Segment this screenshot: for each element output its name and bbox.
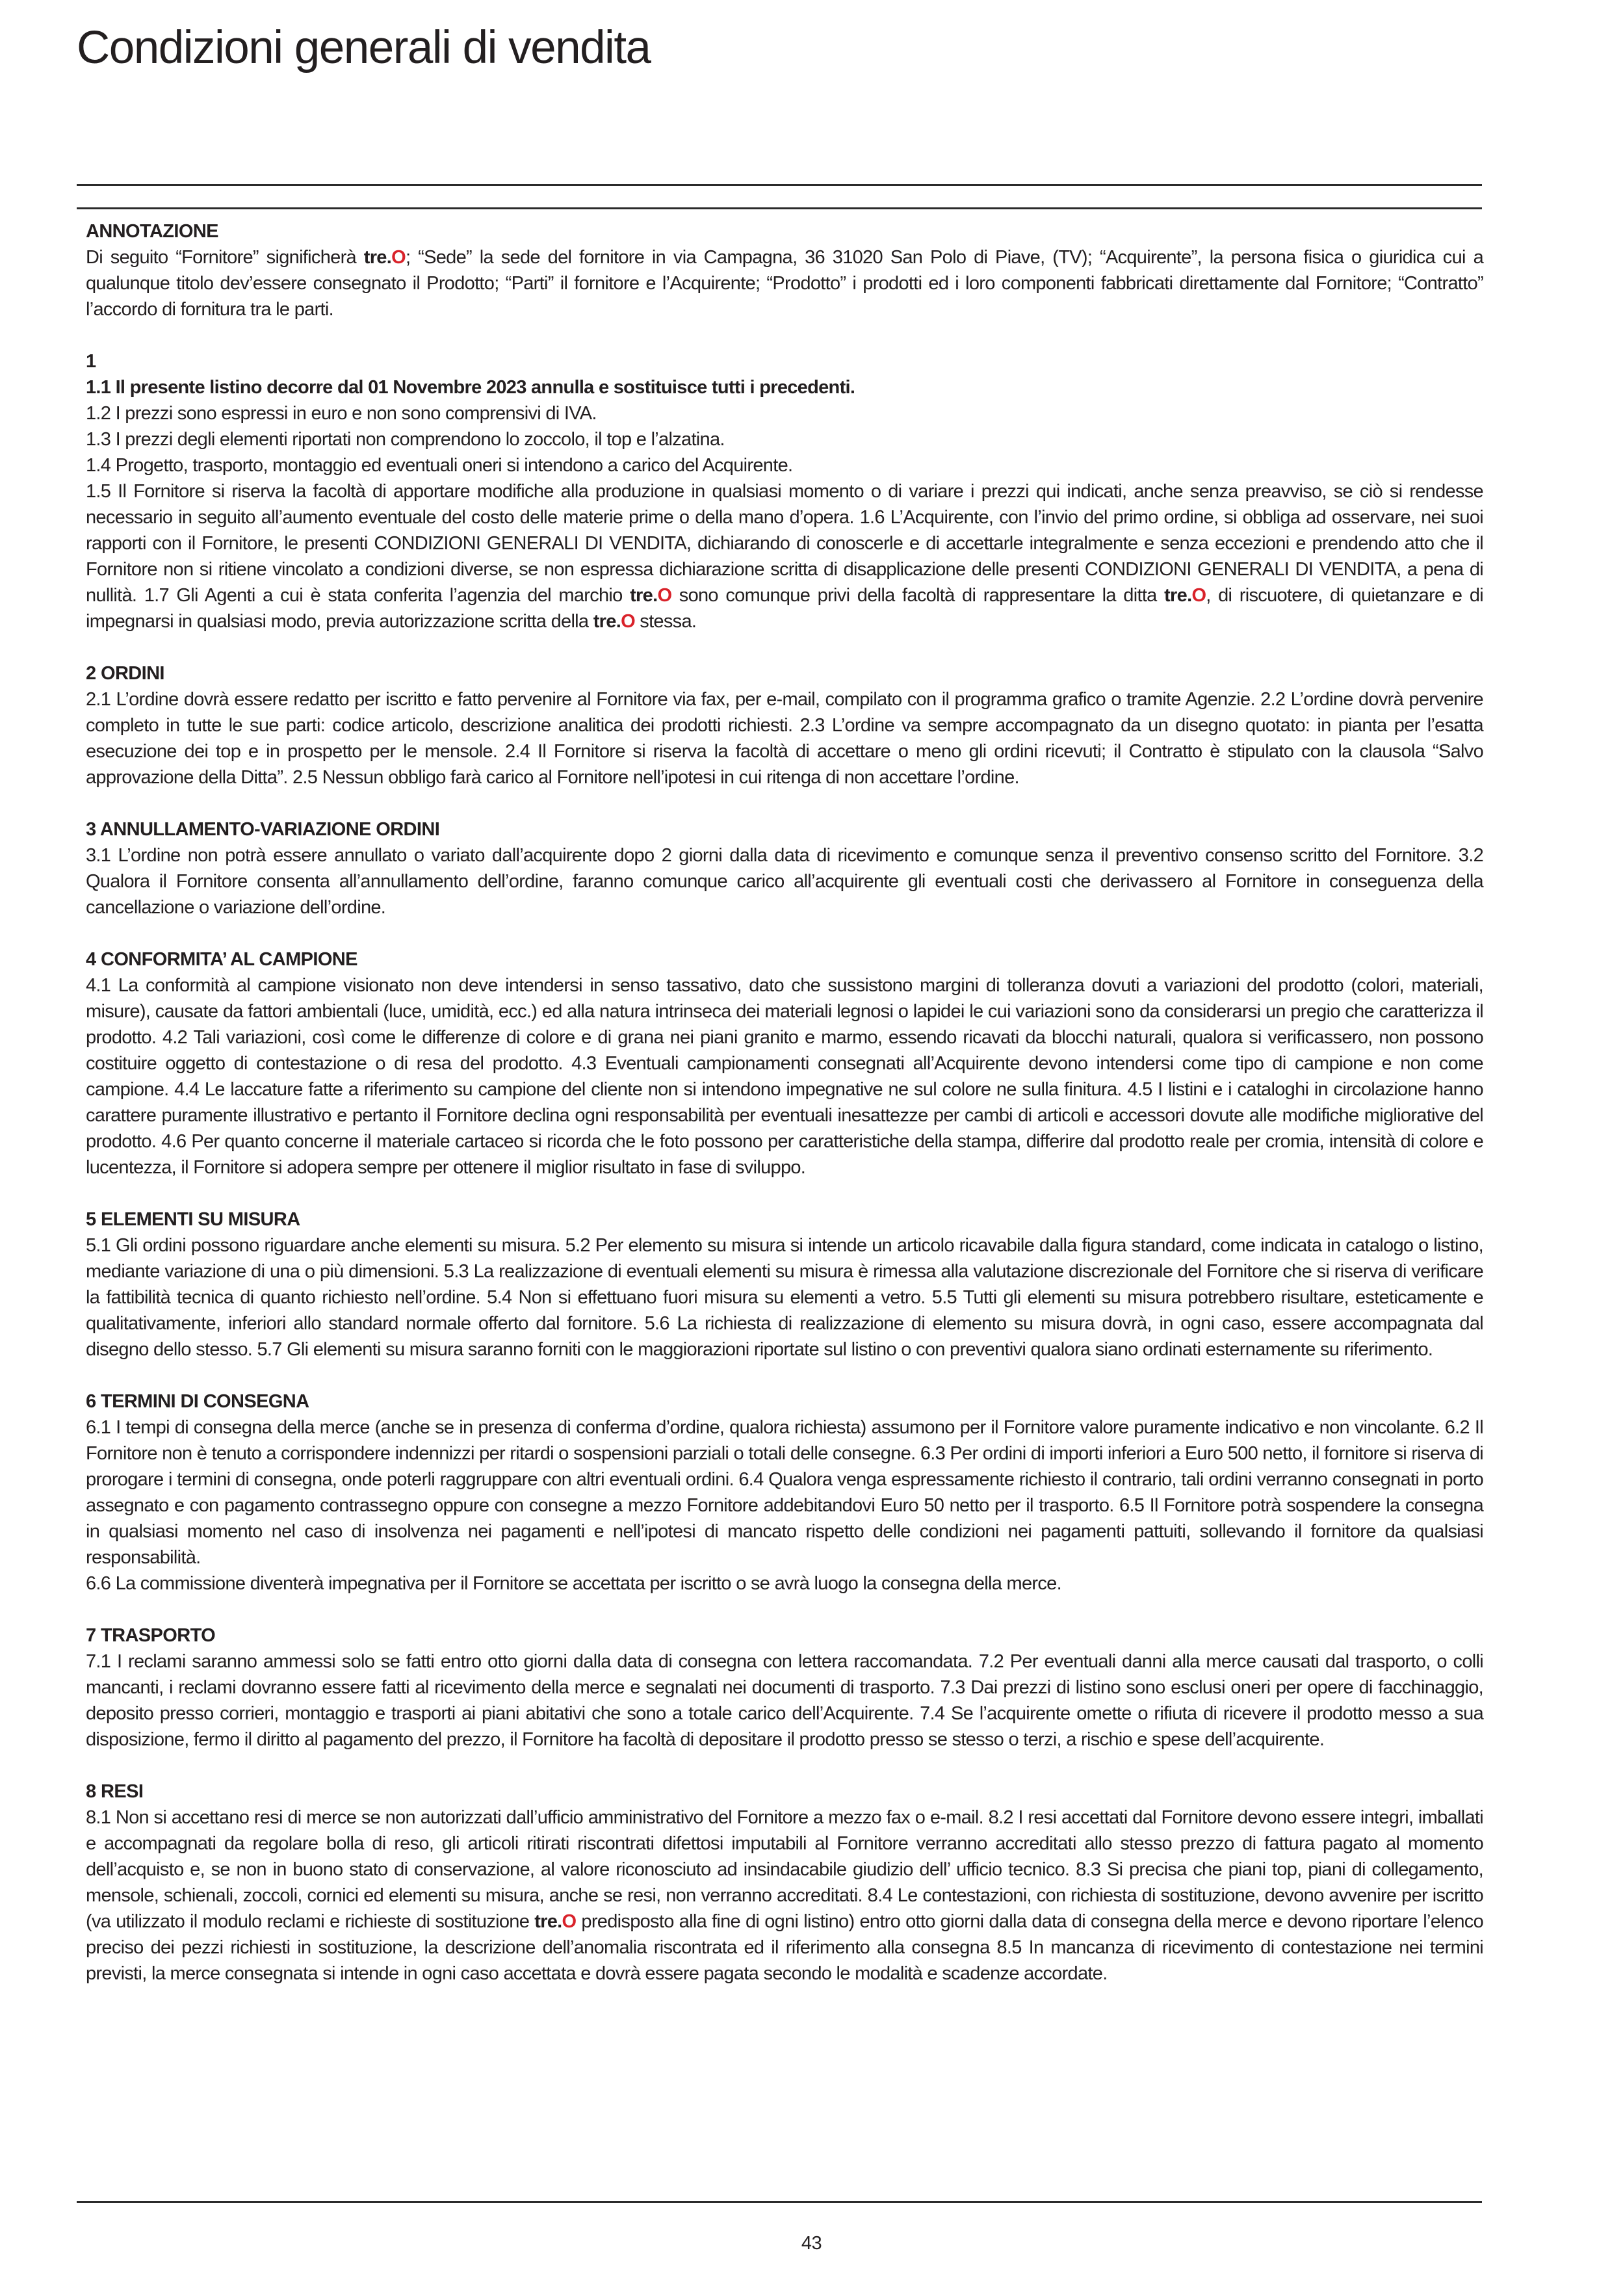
section-paragraph xyxy=(86,1805,1483,1987)
brand-o: O xyxy=(657,585,672,606)
text-run: predisposto alla fine di ogni listino) entro otto giorni dalla data di consegna della merce e devono riportare l’elenco preciso dei pezzi richiesti in sostituzione, la descrizione dell’anomalia riscontrata ed il riferimento alla consegna 8.5 In mancanza di ricevimento di contestazione nei termini previsti, la merce consegnata si intende in ogni caso accettata e dovrà essere pagata secondo le modalità e scadenze accordate. xyxy=(86,1911,1483,1984)
section-3-annullamento xyxy=(86,816,1483,920)
brand-prefix: tre. xyxy=(363,247,392,268)
footer-divider xyxy=(77,2201,1482,2203)
brand-logo-text xyxy=(534,1911,576,1932)
text-run: 1.5 Il Fornitore si riserva la facoltà di apportare modifiche alla produzione in qualsiasi momento o di variare i prezzi qui indicati, anche senza preavviso, se ciò si rendesse necessario in seguito all’aumento eventuale del costo delle materie prime o della mano d’opera. 1.6 L’Acquirente, con l’invio del primo ordine, si obbliga ad osservare, nei suoi rapporti con il Fornitore, le presenti CONDIZIONI GENERALI DI VENDITA, dichiarando di conoscerle e di accettarle integralmente e senza eccezioni e prendendo atto che il Fornitore non si ritiene vincolato a condizioni diverse, se non espressa dichiarazione scritta di disapplicazione delle presenti CONDIZIONI GENERALI DI VENDITA, a pena di nullità. 1.7 Gli Agenti a cui è stata conferita l’agenzia del marchio xyxy=(86,481,1483,606)
section-heading: 3 ANNULLAMENTO-VARIAZIONE ORDINI xyxy=(86,819,440,840)
section-annotazione xyxy=(86,218,1483,322)
brand-o: O xyxy=(1191,585,1206,606)
header-divider-top xyxy=(77,184,1482,186)
section-8-resi xyxy=(86,1779,1483,1987)
section-paragraph xyxy=(86,244,1483,322)
header-divider-bottom xyxy=(77,207,1482,209)
section-7-trasporto xyxy=(86,1623,1483,1753)
brand-logo-text xyxy=(630,585,671,606)
brand-o: O xyxy=(562,1911,577,1932)
text-run: stessa. xyxy=(634,611,697,632)
section-heading: 4 CONFORMITA’ AL CAMPIONE xyxy=(86,949,357,970)
page-title: Condizioni generali di vendita xyxy=(77,22,651,73)
section-heading: 7 TRASPORTO xyxy=(86,1625,216,1646)
clause-1-5 xyxy=(86,478,1483,634)
section-6-termini-consegna xyxy=(86,1389,1483,1597)
brand-prefix: tre. xyxy=(630,585,658,606)
brand-prefix: tre. xyxy=(1164,585,1192,606)
brand-o: O xyxy=(621,611,635,632)
text-run: sono comunque privi della facoltà di rappresentare la ditta xyxy=(671,585,1165,606)
section-heading: 2 ORDINI xyxy=(86,663,164,684)
brand-logo-text xyxy=(1164,585,1206,606)
section-paragraph: 5.1 Gli ordini possono riguardare anche elementi su misura. 5.2 Per elemento su misura si intende un articolo ricavabile dalla figura standard, come indicata in catalogo o listino, mediante variazione di una o più dimensioni. 5.3 La realizzazione di eventuali elementi su misura è rimessa alla valutazione discrezionale del Fornitore che si riserva di verificare la fattibilità tecnica di quanto richiesto nell’ordine. 5.4 Non si effettuano fuori misura su elementi a vetro. 5.5 Tutti gli elementi su misura potrebbero risultare, esteticamente e qualitativamente, inferiori allo standard normale offerto dal fornitore. 5.6 La richiesta di realizzazione di elemento su misura dovrà, in ogni caso, essere accompagnata dal disegno dello stesso. 5.7 Gli elementi su misura saranno forniti con le maggiorazioni riportate sul listino o con preventivi qualora siano ordinati esternamente su riferimento. xyxy=(86,1235,1483,1360)
brand-prefix: tre. xyxy=(593,611,621,632)
text-run: , di riscuotere, di quietanzare e di impegnarsi in qualsiasi modo, previa autorizzazione scritta della xyxy=(86,585,1484,632)
page-number: 43 xyxy=(801,2233,822,2254)
document-body xyxy=(86,218,1483,2013)
section-heading: 1 xyxy=(86,351,96,372)
section-paragraph: 4.1 La conformità al campione visionato non deve intendersi in senso tassativo, dato che sussistono margini di tolleranza dovuti a variazioni del prodotto (colori, materiali, misure), causate da fattori ambientali (luce, umidità, ecc.) ed alla natura intrinseca dei materiali legnosi o lapidei le cui variazioni sono da considerarsi un pregio che caratterizza il prodotto. 4.2 Tali variazioni, così come le differenze di colore e di grana nei piani granito e marmo, essendo ricavati da blocchi naturali, qualora si verificassero, non possono costituire oggetto di contestazione o di resa del prodotto. 4.3 Eventuali campionamenti consegnati all’Acquirente devono intendersi come tipo di campione e non come campione. 4.4 Le laccature fatte a riferimento su campione del cliente non si intendono impegnative ne sul colore ne sulla finitura. 4.5 I listini e i cataloghi in circolazione hanno carattere puramente illustrativo e pertanto il Fornitore declina ogni responsabilità per eventuali inesattezze per cambi di articoli e accessori dovute alle modifiche migliorative del prodotto. 4.6 Per quanto concerne il materiale cartaceo si ricorda che le foto possono per caratteristiche della stampa, differire dal prodotto reale per cromia, intensità di colore e lucentezza, il Fornitore si adopera sempre per ottenere il miglior risultato in fase di sviluppo. xyxy=(86,975,1483,1178)
brand-logo-text xyxy=(593,611,635,632)
section-heading: 5 ELEMENTI SU MISURA xyxy=(86,1209,300,1230)
section-2-ordini xyxy=(86,660,1483,790)
clause-1-4: 1.4 Progetto, trasporto, montaggio ed eventuali oneri si intendono a carico del Acquirente. xyxy=(86,455,793,476)
section-4-conformita xyxy=(86,946,1483,1181)
clause-1-2: 1.2 I prezzi sono espressi in euro e non sono comprensivi di IVA. xyxy=(86,403,597,424)
section-paragraph: 3.1 L’ordine non potrà essere annullato o variato dall’acquirente dopo 2 giorni dalla data di ricevimento e comunque senza il preventivo consenso scritto del Fornitore. 3.2 Qualora il Fornitore consenta all’annullamento dell’ordine, faranno comunque carico all’acquirente gli eventuali costi che derivassero al Fornitore in conseguenza della cancellazione o variazione dell’ordine. xyxy=(86,845,1483,918)
clause-1-1: 1.1 Il presente listino decorre dal 01 Novembre 2023 annulla e sostituisce tutti i precedenti. xyxy=(86,377,855,398)
text-run: ; “Sede” la sede del fornitore in via Campagna, 36 31020 San Polo di Piave, (TV); “Acquirente”, la persona fisica o giuridica cui a qualunque titolo dev’essere consegnato il Prodotto; “Parti” il fornitore e l’Acquirente; “Prodotto” i prodotti ed i loro componenti fabbricati direttamente dal Fornitore; “Contratto” l’accordo di fornitura tra le parti. xyxy=(86,247,1483,320)
brand-prefix: tre. xyxy=(534,1911,562,1932)
clause-1-3: 1.3 I prezzi degli elementi riportati non comprendono lo zoccolo, il top e l’alzatina. xyxy=(86,429,725,450)
section-paragraph: 6.1 I tempi di consegna della merce (anche se in presenza di conferma d’ordine, qualora richiesta) assumono per il Fornitore valore puramente indicativo e non vincolante. 6.2 Il Fornitore non è tenuto a corrispondere indennizzi per ritardi o sospensioni parziali o totali delle consegne. 6.3 Per ordini di importi inferiori a Euro 500 netto, il fornitore si riserva di prorogare i termini di consegna, onde poterli raggruppare con altri eventuali ordini. 6.4 Qualora venga espressamente richiesto il contrario, tali ordini verranno consegnati in porto assegnato e con pagamento contrassegno oppure con consegne a mezzo Fornitore addebitandovi Euro 50 netto per il trasporto. 6.5 Il Fornitore potrà sospendere la consegna in qualsiasi momento nel caso di insolvenza nei pagamenti e nell’ipotesi di mancato rispetto delle condizioni nei pagamenti pattuiti, sollevando il fornitore da qualsiasi responsabilità. xyxy=(86,1417,1483,1568)
section-heading: ANNOTAZIONE xyxy=(86,221,218,242)
section-paragraph: 7.1 I reclami saranno ammessi solo se fatti entro otto giorni dalla data di consegna con lettera raccomandata. 7.2 Per eventuali danni alla merce causati dal trasporto, o colli mancanti, i reclami dovranno essere fatti al ricevimento della merce e segnalati nei documenti di trasporto. 7.3 Dai prezzi di listino sono esclusi oneri per opere di facchinaggio, deposito presso corrieri, montaggio e trasporti ai piani abitativi che sono a totale carico dell’Acquirente. 7.4 Se l’acquirente omette o rifiuta di ricevere il prodotto messo a sua disposizione, fermo il diritto al pagamento del prezzo, il Fornitore ha facoltà di depositare il prodotto presso se stesso o terzi, a rischio e spese dell’acquirente. xyxy=(86,1651,1483,1750)
section-5-elementi-su-misura xyxy=(86,1207,1483,1363)
section-1 xyxy=(86,348,1483,634)
clause-6-6: 6.6 La commissione diventerà impegnativa per il Fornitore se accettata per iscritto o se avrà luogo la consegna della merce. xyxy=(86,1573,1061,1594)
text-run: 8.1 Non si accettano resi di merce se non autorizzati dall’ufficio amministrativo del Fornitore a mezzo fax o e-mail. 8.2 I resi accettati dal Fornitore devono essere integri, imballati e accompagnati da regolare bolla di reso, gli articoli ritirati riscontrati difettosi imputabili al Fornitore verranno accreditati allo stesso prezzo di fattura pagato al momento dell’acquisto e, se non in buono stato di conservazione, al valore riconosciuto ad insindacabile giudizio dell’ ufficio tecnico. 8.3 Si precisa che piani top, piani di collegamento, mensole, schienali, zoccoli, cornici ed elementi su misura, anche se resi, non verranno accreditati. 8.4 Le contestazioni, con richiesta di sostituzione, devono avvenire per iscritto (va utilizzato il modulo reclami e richieste di sostituzione xyxy=(86,1807,1483,1932)
section-paragraph: 2.1 L’ordine dovrà essere redatto per iscritto e fatto pervenire al Fornitore via fax, per e-mail, compilato con il programma grafico o tramite Agenzie. 2.2 L’ordine dovrà pervenire completo in tutte le sue parti: codice articolo, descrizione analitica dei prodotti richiesti. 2.3 L’ordine va sempre accompagnato da un disegno quotato: in pianta per l’esatta esecuzione dei top e in prospetto per le mensole. 2.4 Il Fornitore si riserva la facoltà di accettare o meno gli ordini ricevuti; il Contratto è stipulato con la clausola “Salvo approvazione della Ditta”. 2.5 Nessun obbligo farà carico al Fornitore nell’ipotesi in cui ritenga di non accettare l’ordine. xyxy=(86,689,1483,788)
brand-o: O xyxy=(391,247,406,268)
section-heading: 6 TERMINI DI CONSEGNA xyxy=(86,1391,309,1412)
text-run: Di seguito “Fornitore” significherà xyxy=(86,247,364,268)
brand-logo-text xyxy=(364,247,406,268)
section-heading: 8 RESI xyxy=(86,1781,144,1802)
